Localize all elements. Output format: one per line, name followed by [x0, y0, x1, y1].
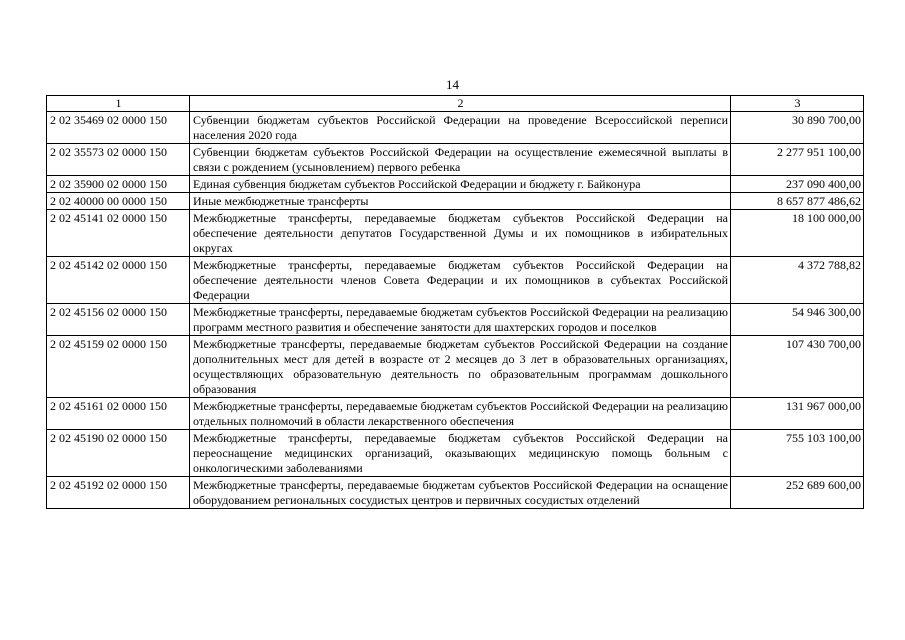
row-amount: 252 689 600,00 [731, 477, 864, 509]
row-name: Межбюджетные трансферты, передаваемые бюджетам субъектов Российской Федерации на оснащение оборудованием региональных сосудистых центров и первичных сосудистых отделений [190, 477, 731, 509]
row-amount: 755 103 100,00 [731, 430, 864, 477]
row-name: Межбюджетные трансферты, передаваемые бюджетам субъектов Российской Федерации на переоснащение медицинских организаций, оказывающих медицинскую помощь больным с онкологическими заболеваниями [190, 430, 731, 477]
row-code: 2 02 35900 02 0000 150 [47, 176, 190, 193]
table-header-row [47, 96, 864, 112]
row-name: Межбюджетные трансферты, передаваемые бюджетам субъектов Российской Федерации на реализацию программ местного развития и обеспечение занятости для шахтерских городов и поселков [190, 304, 731, 336]
row-code: 2 02 35469 02 0000 150 [47, 112, 190, 144]
row-amount: 107 430 700,00 [731, 336, 864, 398]
row-name: Иные межбюджетные трансферты [190, 193, 731, 210]
row-name: Межбюджетные трансферты, передаваемые бюджетам субъектов Российской Федерации на реализацию отдельных полномочий в области лекарственного обеспечения [190, 398, 731, 430]
row-amount: 18 100 000,00 [731, 210, 864, 257]
table-row [47, 336, 864, 398]
row-amount: 2 277 951 100,00 [731, 144, 864, 176]
row-code: 2 02 45141 02 0000 150 [47, 210, 190, 257]
row-name: Субвенции бюджетам субъектов Российской Федерации на проведение Всероссийской переписи населения 2020 года [190, 112, 731, 144]
row-code: 2 02 45192 02 0000 150 [47, 477, 190, 509]
row-name: Межбюджетные трансферты, передаваемые бюджетам субъектов Российской Федерации на обеспечение деятельности депутатов Государственной Думы и их помощников в избирательных округах [190, 210, 731, 257]
table-row [47, 257, 864, 304]
column-header-amount: 3 [731, 96, 864, 112]
row-name: Субвенции бюджетам субъектов Российской Федерации на осуществление ежемесячной выплаты в связи с рождением (усыновлением) первого ребенка [190, 144, 731, 176]
row-code: 2 02 45190 02 0000 150 [47, 430, 190, 477]
table-row [47, 144, 864, 176]
row-amount: 131 967 000,00 [731, 398, 864, 430]
table-row [47, 304, 864, 336]
row-code: 2 02 45142 02 0000 150 [47, 257, 190, 304]
budget-table [46, 95, 864, 509]
row-name: Межбюджетные трансферты, передаваемые бюджетам субъектов Российской Федерации на создание дополнительных мест для детей в возрасте от 2 месяцев до 3 лет в образовательных организациях, осуществляющих образовательную деятельность по образовательным программам дошкольного образования [190, 336, 731, 398]
column-header-code: 1 [47, 96, 190, 112]
row-name: Межбюджетные трансферты, передаваемые бюджетам субъектов Российской Федерации на обеспечение деятельности членов Совета Федерации и их помощников в субъектах Российской Федерации [190, 257, 731, 304]
table-row [47, 430, 864, 477]
row-code: 2 02 45156 02 0000 150 [47, 304, 190, 336]
page-number: 14 [446, 77, 459, 92]
row-name: Единая субвенция бюджетам субъектов Российской Федерации и бюджету г. Байконура [190, 176, 731, 193]
table-row [47, 112, 864, 144]
table-row [47, 176, 864, 193]
table-row [47, 193, 864, 210]
table-row [47, 398, 864, 430]
row-code: 2 02 40000 00 0000 150 [47, 193, 190, 210]
row-amount: 4 372 788,82 [731, 257, 864, 304]
row-code: 2 02 35573 02 0000 150 [47, 144, 190, 176]
table-row [47, 210, 864, 257]
table-row [47, 477, 864, 509]
row-code: 2 02 45161 02 0000 150 [47, 398, 190, 430]
column-header-name: 2 [190, 96, 731, 112]
row-amount: 30 890 700,00 [731, 112, 864, 144]
row-amount: 54 946 300,00 [731, 304, 864, 336]
row-amount: 8 657 877 486,62 [731, 193, 864, 210]
row-code: 2 02 45159 02 0000 150 [47, 336, 190, 398]
row-amount: 237 090 400,00 [731, 176, 864, 193]
